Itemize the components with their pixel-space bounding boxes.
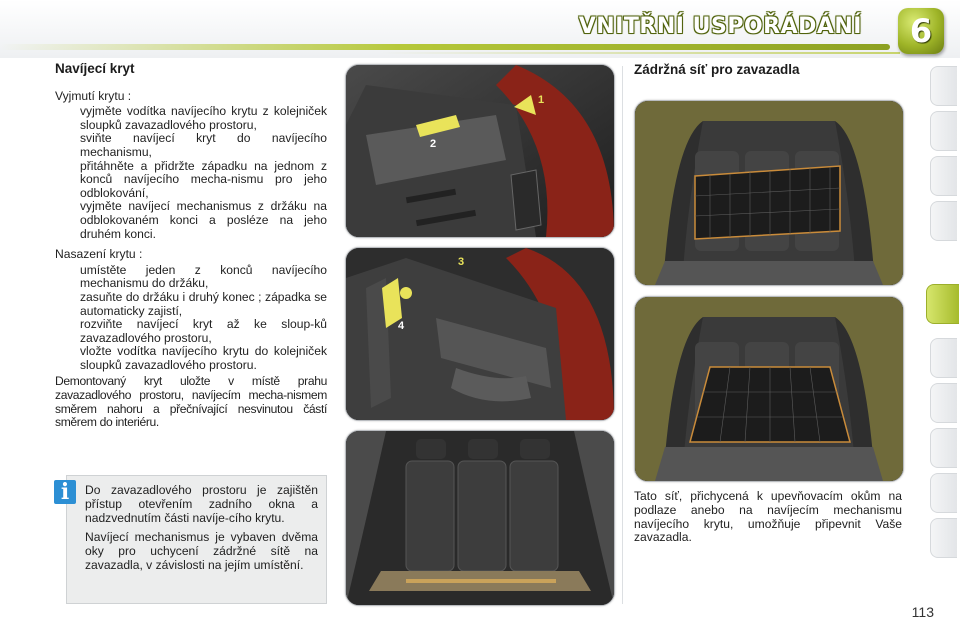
illustration-cover-install xyxy=(345,247,615,421)
chapter-tab[interactable] xyxy=(930,156,957,196)
list-item: vyjměte navíjecí mechanismus z držáku na odblokovaném konci a posléze na jeho druhém konci. xyxy=(80,199,327,241)
page-header xyxy=(0,0,960,58)
info-paragraph: Do zavazadlového prostoru je zajištěn přístup otevřením zadního okna a nadzvednutím části navíje-cího krytu. xyxy=(85,483,318,525)
info-icon: i xyxy=(54,480,76,504)
removal-steps xyxy=(55,105,327,241)
list-item: vyjměte vodítka navíjecího krytu z kolejniček sloupků zavazadlového prostoru, xyxy=(80,104,327,132)
chapter-tab[interactable] xyxy=(930,66,957,106)
callout-label: 2 xyxy=(430,138,437,150)
column-divider xyxy=(622,66,623,604)
list-item: vložte vodítka navíjecího krytu do kolejniček sloupků zavazadlového prostoru. xyxy=(80,344,327,372)
install-steps xyxy=(55,264,327,373)
page-title: VNITŘNÍ USPOŘÁDÁNÍ xyxy=(578,14,862,39)
left-column xyxy=(55,62,327,430)
list-item: zasuňte do držáku i druhý konec ; západka se automaticky zajistí, xyxy=(80,289,327,318)
chapter-tab[interactable] xyxy=(930,383,957,423)
removal-intro: Vyjmutí krytu : xyxy=(55,88,132,103)
header-stripe-thin xyxy=(380,52,900,54)
chapter-tab[interactable] xyxy=(930,338,957,378)
chapter-tabs xyxy=(930,66,960,576)
chapter-tab-active[interactable] xyxy=(926,284,959,324)
net-description: Tato síť, přichycená k upevňovacím okům na podlaze anebo na navíjecím mechanismu navíjecího krytu, umožňuje připevnit Vaše zavazadla. xyxy=(634,489,902,545)
install-intro: Nasazení krytu : xyxy=(55,247,143,262)
callout-label: 4 xyxy=(398,320,405,332)
callout-label: 1 xyxy=(538,94,545,106)
section-heading-net: Zádržná síť pro zavazadla xyxy=(634,62,800,77)
list-item: sviňte navíjecí kryt do navíjecího mechanismu, xyxy=(80,131,327,159)
chapter-tab[interactable] xyxy=(930,201,957,241)
callout-label: 3 xyxy=(458,256,465,268)
info-box xyxy=(66,475,327,604)
chapter-badge: 6 xyxy=(898,8,944,54)
list-item: umístěte jeden z konců navíjecího mechanismu do držáku, xyxy=(80,262,327,291)
chapter-tab[interactable] xyxy=(930,518,957,558)
page-number: 113 xyxy=(911,604,934,620)
storage-note: Demontovaný kryt uložte v místě prahu zavazadlového prostoru, navíjecím mecha-nismem směrem nahoru a přečnívající nesvinutou částí směrem do interiéru. xyxy=(55,374,327,430)
info-paragraph: Navíjecí mechanismus je vybaven dvěma oky pro uchycení zádržné sítě na zavazadla, v závislosti na jejím umístění. xyxy=(85,530,318,572)
list-item: rozviňte navíjecí kryt až ke sloup-ků zavazadlového prostoru, xyxy=(80,317,327,345)
list-item: přitáhněte a přidržte západku na jednom z konců navíjecího mecha-nismu pro jeho odblokování, xyxy=(80,158,327,200)
illustration-cover-removal xyxy=(345,64,615,238)
illustration-net-floor xyxy=(634,100,904,286)
chapter-tab[interactable] xyxy=(930,111,957,151)
illustration-trunk-rear xyxy=(345,430,615,606)
header-stripe xyxy=(0,44,890,50)
illustration-net-mechanism xyxy=(634,296,904,482)
chapter-tab[interactable] xyxy=(930,473,957,513)
chapter-tab[interactable] xyxy=(930,428,957,468)
section-heading-cover: Navíjecí kryt xyxy=(55,61,135,76)
